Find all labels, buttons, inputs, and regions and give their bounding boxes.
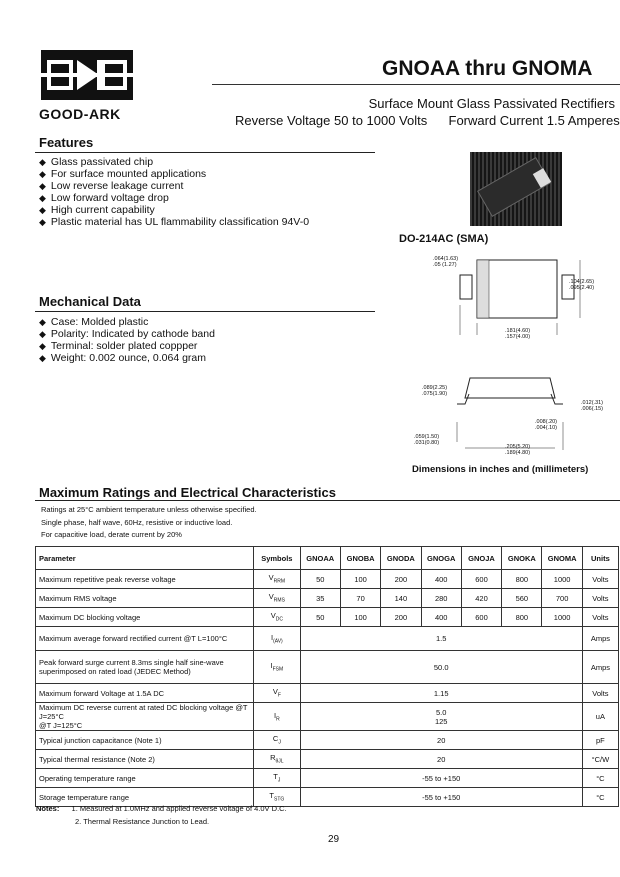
unit-cell: Volts <box>582 608 618 627</box>
value-cell: -55 to +150 <box>300 788 582 807</box>
features-list <box>39 156 309 228</box>
table-row <box>36 651 619 684</box>
column-header: GNOMA <box>542 547 582 570</box>
mechanical-heading: Mechanical Data <box>39 294 141 309</box>
value-cell: 5.0 125 <box>300 703 582 731</box>
reverse-voltage: Reverse Voltage 50 to 1000 Volts <box>235 113 428 128</box>
param-cell: Maximum forward Voltage at 1.5A DC <box>36 684 254 703</box>
value-cell: 600 <box>461 570 501 589</box>
table-row <box>36 608 619 627</box>
value-cell: 420 <box>461 589 501 608</box>
mechanical-item: ◆ Terminal: solder plated coppper <box>39 340 215 352</box>
column-header: Parameter <box>36 547 254 570</box>
value-cell: -55 to +150 <box>300 769 582 788</box>
brand-name: GOOD-ARK <box>39 106 121 122</box>
value-cell: 700 <box>542 589 582 608</box>
value-cell: 600 <box>461 608 501 627</box>
param-cell: Storage temperature range <box>36 788 254 807</box>
table-row <box>36 731 619 750</box>
value-cell: 200 <box>381 570 421 589</box>
dim-label: .008(.20) .004(.10) <box>535 419 558 431</box>
ratings-note: Ratings at 25°C ambient temperature unless otherwise specified. <box>41 505 257 514</box>
mechanical-list <box>39 316 215 364</box>
unit-cell: Volts <box>582 589 618 608</box>
subtitle: Surface Mount Glass Passivated Rectifiers <box>368 96 615 111</box>
value-cell: 35 <box>300 589 340 608</box>
dim-label: .181(4.60) .157(4.00) <box>505 328 531 340</box>
value-cell: 20 <box>300 731 582 750</box>
mechanical-item: ◆ Case: Molded plastic <box>39 316 215 328</box>
symbol-cell: $V_F$ <box>254 684 301 703</box>
value-cell: 70 <box>340 589 380 608</box>
column-header: GNOJA <box>461 547 501 570</box>
ratings-note: For capacitive load, derate current by 20% <box>41 530 182 539</box>
value-cell: 1.5 <box>300 627 582 651</box>
table-row <box>36 589 619 608</box>
param-cell: Operating temperature range <box>36 769 254 788</box>
note-2: 2. Thermal Resistance Junction to Lead. <box>75 817 210 826</box>
value-cell: 140 <box>381 589 421 608</box>
dim-label: .104(2.65) .095(2.40) <box>569 279 595 291</box>
value-cell: 50 <box>300 608 340 627</box>
dim-label: .205(5.20) .189(4.80) <box>505 444 531 456</box>
company-logo <box>41 50 133 100</box>
dim-label: .064(1.63) .05 (1.27) <box>433 256 459 268</box>
value-cell: 100 <box>340 608 380 627</box>
unit-cell: °C <box>582 769 618 788</box>
page-number: 29 <box>328 834 340 845</box>
value-cell: 800 <box>502 608 542 627</box>
param-cell: Typical junction capacitance (Note 1) <box>36 731 254 750</box>
forward-current: Forward Current 1.5 Amperes <box>448 113 620 128</box>
value-cell: 50.0 <box>300 651 582 684</box>
symbol-cell: $I_R$ <box>254 703 301 731</box>
table-header-row <box>36 547 619 570</box>
param-cell: Typical thermal resistance (Note 2) <box>36 750 254 769</box>
unit-cell: °C <box>582 788 618 807</box>
features-heading: Features <box>39 135 94 150</box>
symbol-cell: $I_{(AV)}$ <box>254 627 301 651</box>
symbol-cell: $T_J$ <box>254 769 301 788</box>
ratings-table <box>35 546 619 807</box>
voltage-current-line <box>235 113 620 128</box>
value-cell: 560 <box>502 589 542 608</box>
value-cell: 1000 <box>542 570 582 589</box>
symbol-cell: $R_{\theta JL}$ <box>254 750 301 769</box>
value-cell: 1000 <box>542 608 582 627</box>
value-cell: 100 <box>340 570 380 589</box>
unit-cell: °C/W <box>582 750 618 769</box>
param-cell: Maximum RMS voltage <box>36 589 254 608</box>
title-rule <box>212 84 620 85</box>
value-cell: 400 <box>421 608 461 627</box>
ratings-body <box>36 570 619 807</box>
param-cell: Maximum DC blocking voltage <box>36 608 254 627</box>
symbol-cell: $T_{STG}$ <box>254 788 301 807</box>
symbol-cell: $C_J$ <box>254 731 301 750</box>
symbol-cell: $I_{FSM}$ <box>254 651 301 684</box>
dim-label: .012(.31) .006(.15) <box>581 400 604 412</box>
column-header: GNOGA <box>421 547 461 570</box>
unit-cell: pF <box>582 731 618 750</box>
table-row <box>36 750 619 769</box>
note-1: 1. Measured at 1.0MHz and applied reverse voltage of 4.0V D.C. <box>71 804 287 813</box>
value-cell: 20 <box>300 750 582 769</box>
unit-cell: Volts <box>582 684 618 703</box>
page-title: GNOAA thru GNOMA <box>382 57 593 80</box>
unit-cell: Amps <box>582 627 618 651</box>
table-row <box>36 684 619 703</box>
table-row <box>36 570 619 589</box>
param-cell: Maximum DC reverse current at rated DC blocking voltage @T J=25°C @T J=125°C <box>36 703 254 731</box>
dimensions-note: Dimensions in inches and (millimeters) <box>412 464 589 475</box>
mechanical-item: ◆ Weight: 0.002 ounce, 0.064 gram <box>39 352 215 364</box>
feature-item: ◆ High current capability <box>39 204 309 216</box>
symbol-cell: $V_{RRM}$ <box>254 570 301 589</box>
unit-cell: uA <box>582 703 618 731</box>
dim-label: .059(1.50) .031(0.80) <box>414 434 440 446</box>
feature-item: ◆ Low forward voltage drop <box>39 192 309 204</box>
unit-cell: Volts <box>582 570 618 589</box>
ratings-rule <box>35 500 620 501</box>
column-header: GNOBA <box>340 547 380 570</box>
column-header: GNOAA <box>300 547 340 570</box>
dim-label: .089(2.25) .075(1.90) <box>422 385 448 397</box>
param-cell: Peak forward surge current 8.3ms single half sine-wave superimposed on rated load (JEDEC Method) <box>36 651 254 684</box>
package-label: DO-214AC (SMA) <box>399 233 489 245</box>
feature-item: ◆ Glass passivated chip <box>39 156 309 168</box>
value-cell: 50 <box>300 570 340 589</box>
feature-item: ◆ For surface mounted applications <box>39 168 309 180</box>
param-cell: Maximum average forward rectified current @T L=100°C <box>36 627 254 651</box>
mechanical-item: ◆ Polarity: Indicated by cathode band <box>39 328 215 340</box>
value-cell: 400 <box>421 570 461 589</box>
column-header: Symbols <box>254 547 301 570</box>
column-header: GNOKA <box>502 547 542 570</box>
value-cell: 280 <box>421 589 461 608</box>
value-cell: 200 <box>381 608 421 627</box>
column-header: Units <box>582 547 618 570</box>
value-cell: 1.15 <box>300 684 582 703</box>
mechanical-rule <box>35 311 375 312</box>
feature-item: ◆ Plastic material has UL flammability classification 94V-0 <box>39 216 309 228</box>
param-cell: Maximum repetitive peak reverse voltage <box>36 570 254 589</box>
footnotes <box>36 802 287 828</box>
symbol-cell: $V_{RMS}$ <box>254 589 301 608</box>
column-header: GNODA <box>381 547 421 570</box>
symbol-cell: $V_{DC}$ <box>254 608 301 627</box>
value-cell: 800 <box>502 570 542 589</box>
unit-cell: Amps <box>582 651 618 684</box>
notes-label: Notes: <box>36 804 60 813</box>
table-row <box>36 769 619 788</box>
features-rule <box>35 152 375 153</box>
table-row <box>36 627 619 651</box>
table-row <box>36 703 619 731</box>
ratings-note: Single phase, half wave, 60Hz, resistive or inductive load. <box>41 518 233 527</box>
ratings-heading: Maximum Ratings and Electrical Characteristics <box>39 485 336 500</box>
feature-item: ◆ Low reverse leakage current <box>39 180 309 192</box>
